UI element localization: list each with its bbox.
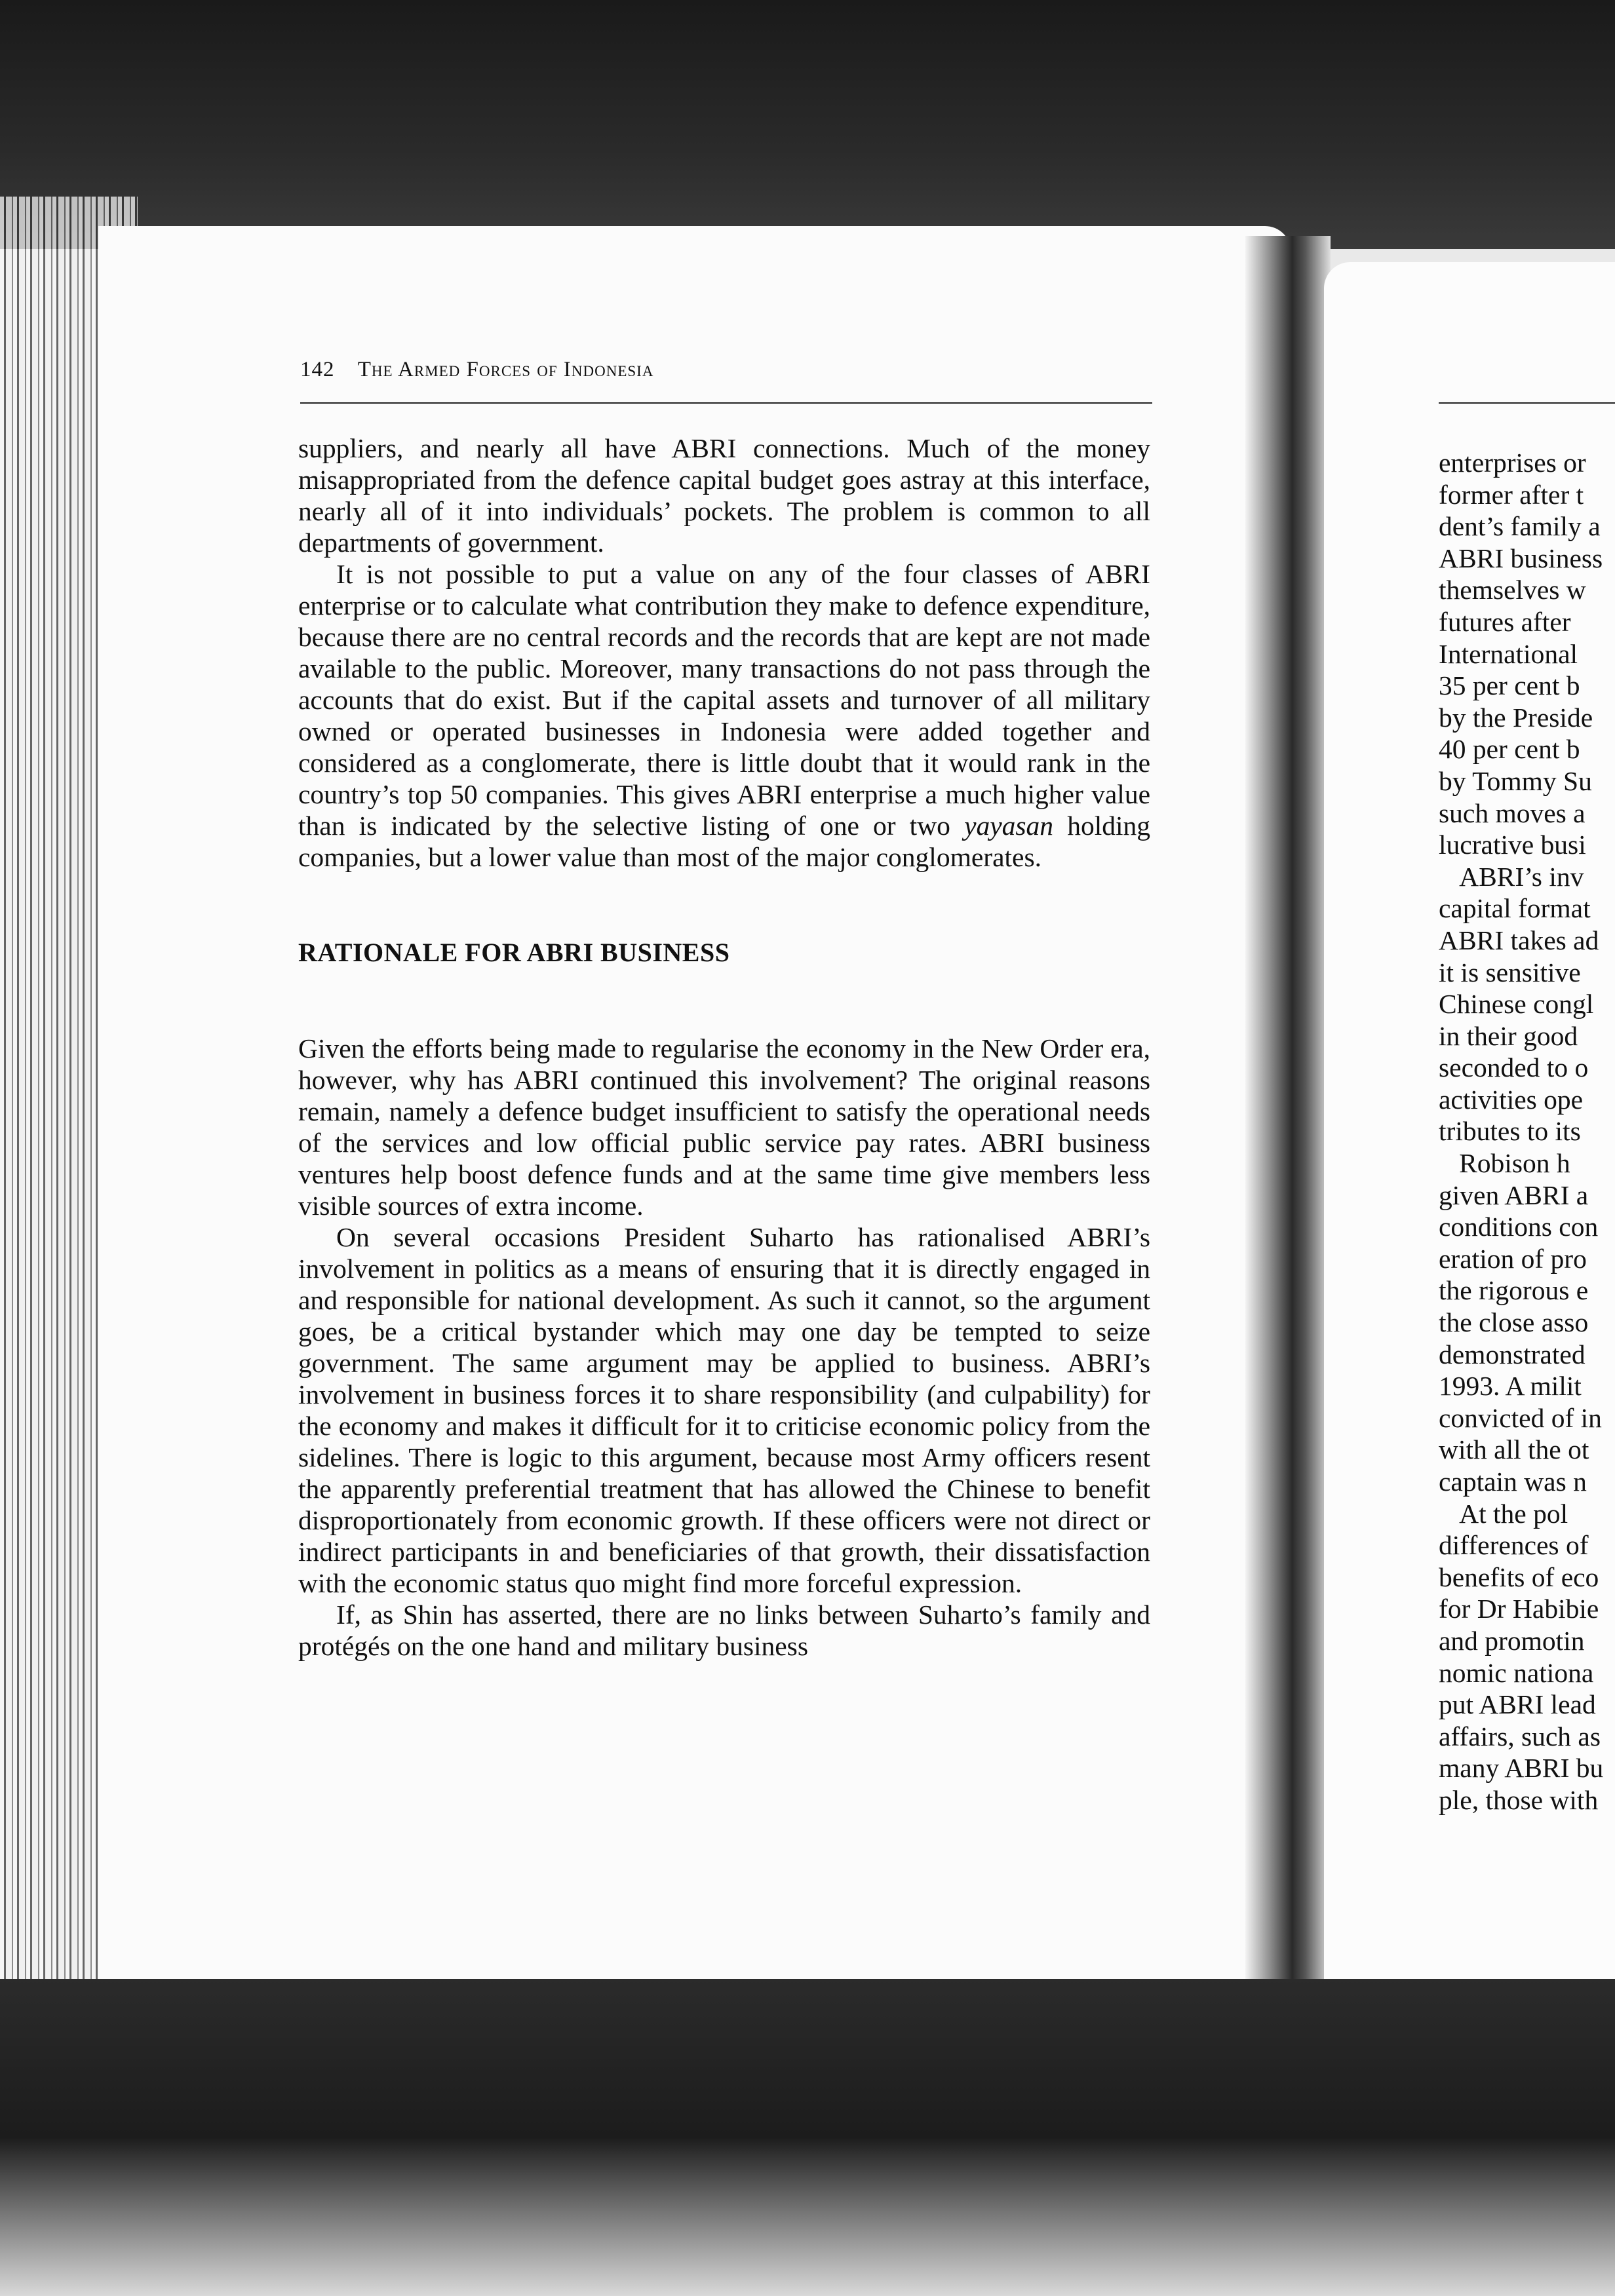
right-page-line: convicted of in bbox=[1439, 1402, 1602, 1433]
paragraph: On several occasions President Suharto has rationalised ABRI’s involvement in politics as a means of ensuring that it is directly engaged in and responsible for national development. As such it cannot, so the argument goes, be a critical bystander which may one day be tempted to seize government. The same argument may be applied to business. ABRI’s involvement in business forces it to share responsibility (and culpability) for the economy and makes it difficult for it to criticise economic policy from the sidelines. There is logic to this argument, because most Army officers resent the apparently preferential treatment that has allowed the Chinese to benefit disproportionately from economic growth. If these officers were not direct or indirect participants in and beneficiaries of that growth, their dissatisfaction with the economic status quo might find more forceful expression. bbox=[298, 1222, 1150, 1598]
right-page-line: it is sensitive bbox=[1439, 957, 1581, 987]
book-gutter bbox=[1245, 236, 1331, 1992]
running-head-title: The Armed Forces of Indonesia bbox=[357, 358, 654, 381]
right-page-line: the close asso bbox=[1439, 1307, 1589, 1338]
scan-shadow-top bbox=[0, 0, 1615, 249]
right-page-line: in their good bbox=[1439, 1020, 1578, 1051]
right-page-line: eration of pro bbox=[1439, 1243, 1587, 1274]
right-page-line: put ABRI lead bbox=[1439, 1689, 1596, 1720]
right-page-line: 1993. A milit bbox=[1439, 1371, 1582, 1402]
right-header-rule bbox=[1439, 402, 1615, 404]
right-page-line: for Dr Habibie bbox=[1439, 1594, 1599, 1624]
right-page-line: seconded to o bbox=[1439, 1052, 1589, 1083]
right-page-text bbox=[1439, 447, 1615, 1816]
right-page-line: ple, those with bbox=[1439, 1784, 1599, 1815]
right-page-line: tributes to its bbox=[1439, 1116, 1581, 1147]
paragraph: If, as Shin has asserted, there are no links between Suharto’s family and protégés on the one hand and military business bbox=[298, 1599, 1150, 1661]
right-page-line: capital format bbox=[1439, 893, 1591, 924]
italic-term: yayasan bbox=[964, 811, 1054, 841]
header-rule bbox=[300, 402, 1152, 404]
right-page-line: conditions con bbox=[1439, 1212, 1599, 1242]
section-heading: RATIONALE FOR ABRI BUSINESS bbox=[298, 938, 730, 967]
right-page-line: ABRI’s inv bbox=[1439, 861, 1584, 892]
right-page-line: ABRI takes ad bbox=[1439, 925, 1599, 955]
left-page-body bbox=[298, 432, 1150, 1662]
scan-shadow-bottom bbox=[0, 1979, 1615, 2296]
right-page-line: differences of bbox=[1439, 1530, 1589, 1561]
right-page-line: captain was n bbox=[1439, 1466, 1587, 1497]
right-page-line: by Tommy Su bbox=[1439, 765, 1592, 796]
right-page-line: by the Preside bbox=[1439, 702, 1593, 733]
right-page-line: many ABRI bu bbox=[1439, 1753, 1604, 1784]
paragraph bbox=[298, 558, 1150, 873]
right-page-line: Chinese congl bbox=[1439, 989, 1594, 1020]
right-page-line: 35 per cent b bbox=[1439, 670, 1580, 701]
right-page-line: International bbox=[1439, 638, 1578, 669]
right-page-line: dent’s family a bbox=[1439, 511, 1601, 542]
paragraph: Given the efforts being made to regularise the economy in the New Order era, however, why has ABRI continued this involvement? The original reasons remain, namely a defence budget insufficient to satisfy the operational needs of the services and low official public service pay rates. ABRI business ventures help boost defence funds and at the same time give members less visible sources of extra income. bbox=[298, 1033, 1150, 1221]
right-page-line: lucrative busi bbox=[1439, 830, 1586, 860]
right-page-line: ABRI business bbox=[1439, 543, 1603, 573]
right-page-line: benefits of eco bbox=[1439, 1561, 1599, 1592]
right-page-line: and promotin bbox=[1439, 1625, 1585, 1656]
right-page-line: such moves a bbox=[1439, 797, 1586, 828]
right-page-line: activities ope bbox=[1439, 1084, 1584, 1115]
right-page-line: former after t bbox=[1439, 479, 1584, 510]
right-page-line: enterprises or bbox=[1439, 448, 1586, 478]
right-page-line: demonstrated bbox=[1439, 1339, 1586, 1369]
paragraph-text: It is not possible to put a value on any of the four classes of ABRI enterprise or to calculate what contribution they make to defence expenditure, because there are no central records and the records that are kept are not made available to the public. Moreover, many transactions do not pass through the accounts that do exist. But if the capital assets and turnover of all military owned or operated businesses in Indonesia were added together and considered as a conglomerate, there is little doubt that it would rank in the country’s top 50 companies. This gives ABRI enterprise a much higher value than is indicated by the selective listing of one or two bbox=[298, 559, 1150, 841]
right-page-line: nomic nationa bbox=[1439, 1657, 1594, 1688]
page-number: 142 bbox=[300, 358, 335, 381]
right-page-line: affairs, such as bbox=[1439, 1721, 1601, 1751]
right-page-line: given ABRI a bbox=[1439, 1179, 1589, 1210]
paragraph-text: holding companies, but a lower value than most of the major conglomerates. bbox=[298, 811, 1150, 872]
right-page-line: the rigorous e bbox=[1439, 1275, 1589, 1306]
running-head bbox=[300, 358, 1152, 382]
right-page-line: futures after bbox=[1439, 606, 1571, 637]
right-page-line: At the pol bbox=[1439, 1498, 1568, 1529]
right-page-line: 40 per cent b bbox=[1439, 734, 1580, 765]
right-page-line: with all the ot bbox=[1439, 1434, 1589, 1465]
right-page-line: Robison h bbox=[1439, 1148, 1570, 1179]
paragraph: suppliers, and nearly all have ABRI connections. Much of the money misappropriated from the defence capital budget goes astray at this interface, nearly all of it into individuals’ pockets. The problem is common to all departments of government. bbox=[298, 433, 1150, 558]
right-page-line: themselves w bbox=[1439, 575, 1586, 605]
